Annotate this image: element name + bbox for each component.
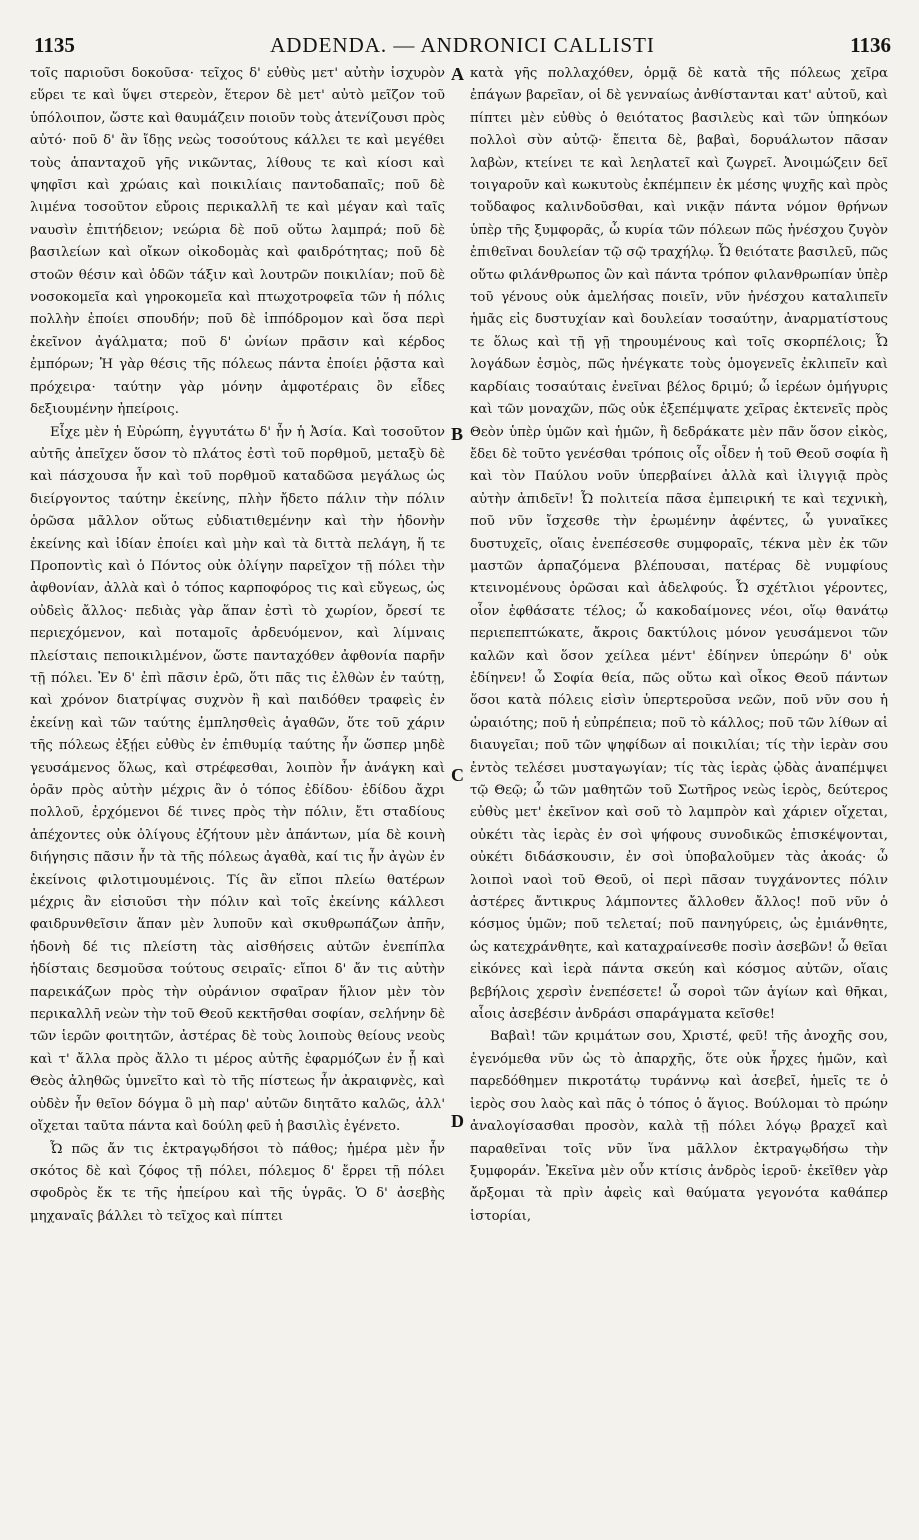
left-column <box>30 63 445 1228</box>
section-marker-a: A <box>451 64 464 84</box>
page-number-left: 1135 <box>34 33 75 57</box>
section-marker-d: D <box>451 1111 464 1131</box>
right-paragraph-2: Βαβαὶ! τῶν κριμάτων σου, Χριστέ, φεῦ! τῆς ἀνοχῆς σου, ἐγενόμεθα νῦν ὡς τὸ ἀπαρχῆς, ὅτε οὐκ ἦρχες ἡμῶν, καὶ παρεδόθημεν πικροτάτῳ τυράννῳ καὶ ἀσεβεῖ, ἡμεῖς τε ὁ ἱερὸς σου λαὸς καὶ πᾶς ὁ τόπος ὁ ἅγιος. Βούλομαι τὸ πρώην ἀναλογίσασθαι προσὸν, καλὰ τῇ πόλει λόγῳ βραχεῖ καὶ παραθεῖναι τοῖς νῦν ἵνα μᾶλλον ἐκτραγῳδήσω τὴν ξυμφοράν. Ἐκεῖνα μὲν οὖν κτίσις ἀνδρὸς ἱεροῦ· ἐκεῖθεν γὰρ ἄρξομαι τὰ πρὶν ἀφεὶς καὶ θαύματα γεγονότα καθάπερ ἱστορίαι, <box>470 1029 888 1224</box>
section-marker-b: B <box>451 424 464 444</box>
left-paragraph-2: Εἶχε μὲν ἡ Εὐρώπη, ἐγγυτάτω δ' ἦν ἡ Ἀσία. Καὶ τοσοῦτον αὐτῆς ἀπεῖχεν ὅσον τὸ πλάτος ἐστὶ τοῦ πορθμοῦ, μεταξὺ δὲ καὶ πάσχουσα ἦν καὶ τοῦ πορθμοῦ καταδῶσα μεγάλως ὡς διείργοντος ταύτην ἐκείνης, πλὴν ἤδετο πάλιν τὴν πόλιν ὁρῶσα μᾶλλον οὕτως εὐδιατιθεμένην καὶ τὴν ἡδονὴν ἐκείνης καὶ ἰδίαν ἐποίει καὶ μὴν καὶ τὰ διττὰ πελάγη, ἥ τε Προποντὶς καὶ ὁ Πόντος οὐκ ὀλίγην παρεῖχον τῇ πόλει τὴν ἀφθονίαν, ἀλλὰ καὶ ὁ τόπος καρποφόρος τις καὶ εὔγεως, ὡς οὐδεὶς ἄλλος· πεδιὰς γὰρ ἅπαν ἐστὶ τὸ χωρίον, ὄρεσί τε περιεχόμενον, καὶ ποταμοῖς ἀρδευόμενον, καὶ λίμναις πλείσταις πεποικιλμένον, ὥστε πανταχόθεν ἀφθονία παρῆν τῇ πόλει. Ἐν δ' ἐπὶ πᾶσιν ἐρῶ, ὅτι πᾶς τις ἐλθὼν ἐν ταύτῃ, καὶ χρόνον διατρίψας συχνὸν ἢ καὶ παιδόθεν τραφεὶς ἐν ἐκείνῃ καὶ τῶν ταύτης ἐμπλησθεὶς ἀγαθῶν, ὅτε τοῦ χάριν τῆς πόλεως ἐξῄει εὐθὺς ἐν ἐπιθυμίᾳ ταύτης ἦν ὥσπερ μηδὲ γευσάμενος ὅλως, καὶ στρέφεσθαι, λοιπὸν ἦν ἀνάγκη καὶ ὁρᾶν πρὸς αὐτὴν μέχρις ἂν ὁ τόπος ἐδίδου· ἐδίδου ἄχρι πολλοῦ, ἐρχόμενοι δέ τινες πρὸς τὴν πόλιν, ἔτι σταδίους ἀπέχοντες οὐκ ὀλίγους ἐζήτουν μὲν ἁπάντων, μία δὲ κοινὴ διήγησις πᾶσιν ἦν τὰ τῆς πόλεως ἀγαθὰ, καί τις ἦν ἀγὼν ἐν ἐκείνοις φιλοτιμουμένοις. Τίς ἂν εἴποι πλείω θατέρων μέχρις ἂν εἰσιοῦσι τὴν πόλιν καὶ τοῖς ἐκείνης κάλλεσι φαιδρυνθεῖσιν ἅπαν μὲν λυποῦν καὶ σκυθρωπάζων ἀπῆν, ἡδονὴ δέ τις πλείστη τὰς αἰσθήσεις αὐτῶν ἐνεπίπλα ἡδίσταις δεσμοῦσα τούτους σειραῖς· εἴποι δ' ἄν τις αὐτὴν παρεικάζων πρὸς τὴν οὐράνιον σφαῖραν ἥλιον μὲν τὸν περικαλλῆ νεὼν τὴν τοῦ Θεοῦ κεκτῆσθαι σοφίαν, σελήνην δὲ τῶν ἱερῶν φοιτητῶν, ἀστέρας δὲ τοὺς λοιποὺς θείους νεοὺς καὶ τ' ἄλλα πρὸς ἄλλο τι μέρος αὐτῆς ἐφαρμόζων ἐν ᾗ καὶ Θεὸς ἀληθῶς ὑμνεῖτο καὶ τὸ τῆς πίστεως ἦν ἀκραιφνὲς, καὶ οὐδὲν ἦν θεῖον δόγμα ὃ μὴ παρ' αὐτῶν διητᾶτο καλῶς, ἀλλ' οἴχεται ταῦτα πάντα καὶ δούλη φεῦ ἡ βασιλὶς ἐγένετο. <box>30 424 445 1135</box>
left-paragraph-3: Ὦ πῶς ἄν τις ἐκτραγῳδήσοι τὸ πάθος; ἡμέρα μὲν ἦν σκότος δὲ καὶ ζόφος τῇ πόλει, πόλεμος δ' ἔρρει τῇ πόλει σφοδρὸς ἔκ τε τῆς ἠπείρου καὶ τῆς ὑγρᾶς. Ὁ δ' ἀσεβὴς μηχαναῖς βάλλει τὸ τεῖχος καὶ πίπτει <box>30 1141 445 1224</box>
page-number-right: 1136 <box>850 33 891 57</box>
section-marker-c: C <box>451 765 464 785</box>
page-header <box>34 33 891 59</box>
right-paragraph-1: κατὰ γῆς πολλαχόθεν, ὁρμᾷ δὲ κατὰ τῆς πόλεως χεῖρα ἐπάγων βαρεῖαν, οἱ δὲ γενναίως ἀνθίστανται κατ' αὐτοῦ, καὶ πίπτει μὲν εὐθὺς ὁ θειότατος βασιλεὺς καὶ τῶν ὑπηκόων πολλοὶ σὺν αὐτῷ· ἔπειτα δὲ, βαβαὶ, δορυάλωτον πᾶσαν λαβὼν, κτείνει τε καὶ λεηλατεῖ καὶ ζωγρεῖ. Ἀνοιμώζειν δεῖ τοιγαροῦν καὶ κωκυτοὺς ἐκπέμπειν ἐκ μέσης ψυχῆς καὶ πρὸς τοὔδαφος καλινδοῦσθαι, καὶ νικᾷν πάντα νόμον θρήνων ὑπὲρ τῆς ξυμφορᾶς, ὦ κυρία τῶν πόλεων πῶς ἠνέσχου ζυγὸν ἐπιθεῖναι δουλείαν τῷ σῷ τραχήλῳ. Ὦ θειότατε βασιλεῦ, πῶς οὕτω φιλάνθρωπος ὢν καὶ πάντα τρόπον φιλανθρωπίαν ὑπὲρ τοῦ γένους οὐκ ἀμελήσας ποιεῖν, νῦν ἠνέσχου καταλιπεῖν ἡμᾶς εἰς δυστυχίαν καὶ δουλείαν τοσαύτην, ἀναρματίστους τε ὅλως καὶ τῇ γῇ τηρουμένους καὶ τοῖς σκορπέλοις; Ὦ λογάδων ἑσμὸς, πῶς ἠνέγκατε τοὺς ὁμογενεῖς ἐκλιπεῖν καὶ καρδίαις τοσαύταις ἐνεῖναι βέλος δριμύ; ὦ ἱερέων ὁμήγυρις καὶ τῶν μοναχῶν, πῶς οὐκ ἐξεπέμψατε χεῖρας ἐκτενεῖς πρὸς Θεὸν ὑπὲρ ὑμῶν καὶ ἡμῶν, ἢ δεδράκατε μὲν πᾶν ὅσον εἰκὸς, ἔδει δὲ τοῦτο γενέσθαι τρόποις οἷς οἶδεν ἡ τοῦ Θεοῦ σοφία ἢ καὶ τὸν Παύλου νοῦν ὑπερβαίνει ἀλλὰ καὶ ἰλιγγιᾷ πρὸς αὐτὴν ἀπιδεῖν! Ὦ πολιτεία πᾶσα ἐμπειρική τε καὶ τεχνικὴ, ποῦ νῦν ἴσχεσθε τὴν ἐρωμένην ἀφέντες, ὦ γυναῖκες δυστυχεῖς, οἵαις ἐνεπέσεσθε συμφοραῖς, τέκνα μὲν ἐκ τῶν μαστῶν ἁρπαζόμενα βλέπουσαι, πατέρας δὲ νυμφίους κτεινομένους ὁρῶσαι καὶ ἀδελφούς. Ὦ σχέτλιοι γέροντες, οἷον ἐφθάσατε τέλος; ὦ κακοδαίμονες νέοι, οἵῳ θανάτῳ περιεπεπτώκατε, ἄκροις δακτύλοις μόνον γευσάμενοι τῶν καλῶν καὶ ὅσον χείλεα μέντ' ἐδίηνεν ὑπερώην δ' οὐκ ἐδίηνεν! ὦ Σοφία θεία, πῶς οὕτω καὶ οἶκος Θεοῦ πάντων ὅσοι κατὰ πόλεις εἰσὶν ὑπερτεροῦσα νεῶν, ποῦ νῦν σου ἡ ὡραιότης; ποῦ ἡ εὐπρέπεια; ποῦ τὸ κάλλος; ποῦ τῶν λίθων αἱ διαυγεῖαι; ποῦ τῶν ψηφίδων αἱ ποικιλίαι; τίς τὴν ἱερὰν σου ἐντὸς τελέσει μυσταγωγίαν; τίς τὰς ἱερὰς ᾠδὰς ἀναπέμψει τῷ Θεῷ; ὦ τῶν μαθητῶν τοῦ Σωτῆρος νεὼς ἱερὸς, δεύτερος εὐθὺς μετ' ἐκεῖνον καὶ σοῦ τὸ λαμπρὸν καὶ χάριεν οἴχεται, οὐκέτι τὰς ἱερὰς ἐν σοὶ ψήφους συνοδικῶς ἐπισκέψονται, οὐκέτι διδάσκουσιν, ἐν σοὶ ὑποβαλοῦμεν τὰς ἀκοάς· ὦ λοιποὶ ναοὶ τοῦ Θεοῦ, οἱ περὶ πᾶσαν τυγχάνοντες πόλιν ἀστέρες ἄντικρυς λάμποντες ἄλλοθεν ἄλλος! ποῦ νῦν ὁ κόσμος ὑμῶν; ποῦ τελεταί; ποῦ πανηγύρεις, ὡς ἐμιάνθητε, ὡς κατεχράνθητε, καὶ καταχραίνεσθε ποσὶν ἀσεβῶν! ὦ θεῖαι εἰκόνες καὶ ἱερὰ πάντα σκεύη καὶ κόσμος αὐτῶν, οἵαις βεβήλοις χερσὶν ἐνεπέσετε! ὦ σοροὶ τῶν ἁγίων καὶ θῆκαι, αἷοις ἀσεβέσιν ἀνδράσι σπαράγματα κεῖσθε! <box>470 66 888 1023</box>
right-column <box>470 63 888 1228</box>
left-paragraph-1: τοῖς παριοῦσι δοκοῦσα· τεῖχος δ' εὐθὺς μετ' αὐτὴν ἰσχυρὸν εὕρει τε καὶ ὕψει στερεὸν, ἕτερον δὲ μετ' αὐτὸ μεῖζον τοῦ ὑπόλοιπον, ὥστε καὶ θαυμάζειν ποιοῦν τοὺς ἀτενίζουσι πρὸς αὐτό· ποῦ δ' ἂν ἴδῃς νεὼς τοσούτους κάλλει τε καὶ μεγέθει τοὺς ἁπανταχοῦ γῆς νικῶντας, λίθους τε καὶ κίοσι καὶ ψηφῖσι καὶ χρώαις καὶ ποικιλίαις παντοδαπαῖς; ποῦ δὲ λιμένα τοσοῦτον εὔροις περικαλλῆ τε καὶ μέγαν καὶ ταῖς ναυσὶν ἐπιτήδειον; νεώρια δὲ ποῦ οὕτω λαμπρά; ποῦ δὲ βασιλείων καὶ οἴκων οἰκοδομὰς καὶ φαιδρότητας; ποῦ δὲ στοῶν θέσιν καὶ ὁδῶν τάξιν καὶ λουτρῶν ποικιλίαν; ποῦ δὲ νοσοκομεῖα καὶ γηροκομεῖα καὶ πτωχοτροφεῖα τῶν ἡ πόλις πολλὴν ἐποίει σπουδήν; ποῦ δὲ ἱππόδρομον καὶ ὅσα περὶ ἐκεῖνον ἀγάλματα; ποῦ δ' ὠνίων πρᾶσιν καὶ κέρδος ἐμπόρων; Ἡ γὰρ θέσις τῆς πόλεως πάντα ἐποίει ῥᾷστα καὶ πρόχειρα· ταύτην γὰρ μόνην ἀμφοτέραις ὂν εἶδες δεξιουμένην ἠπείροις. <box>30 66 446 418</box>
running-title: ADDENDA. — ANDRONICI CALLISTI <box>270 33 655 57</box>
